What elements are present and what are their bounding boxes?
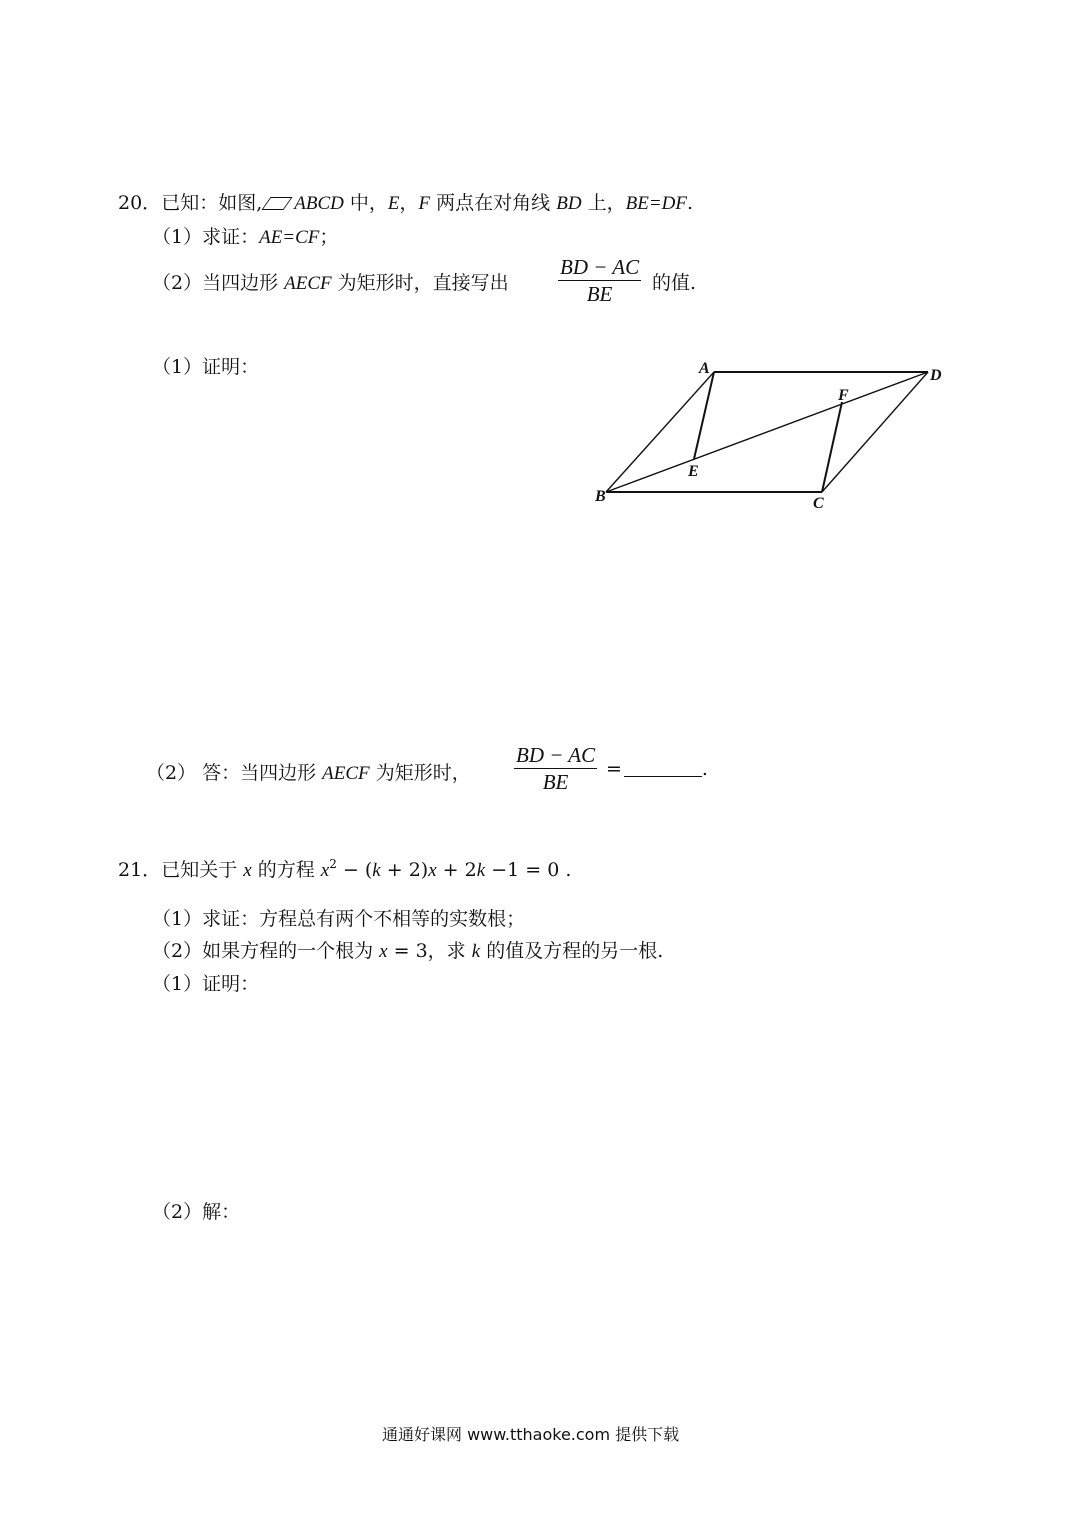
diagonal-BD bbox=[606, 372, 928, 492]
label-F: F bbox=[838, 387, 849, 404]
q20-fraction: BD − AC BE bbox=[560, 255, 640, 306]
segment-FC bbox=[822, 402, 842, 492]
parallelogram-figure bbox=[590, 358, 960, 518]
q21-proof-label: （1）证明： bbox=[152, 973, 260, 995]
q20-proof-label: （1）证明： bbox=[152, 356, 260, 378]
answer-blank[interactable] bbox=[624, 776, 702, 777]
q21-solve-label: （2）解： bbox=[152, 1201, 241, 1223]
q20-part2: （2）当四边形 AECF 为矩形时，直接写出 bbox=[152, 272, 509, 294]
q21-part2: （2）如果方程的一个根为 x = 3，求 k 的值及方程的另一根. bbox=[152, 940, 664, 962]
q20-part1: （1）求证：AE=CF； bbox=[152, 226, 339, 248]
segment-AE bbox=[694, 372, 714, 459]
label-E: E bbox=[688, 463, 699, 480]
q20-part2-end: 的值. bbox=[652, 272, 697, 294]
q21-number: 21． bbox=[118, 859, 162, 881]
q21-stem: 21．已知关于 x 的方程 $x^2 - (k + 2)x + 2k -1 = 0$ . bbox=[118, 857, 572, 881]
q20-number: 20． bbox=[118, 192, 162, 214]
parallelogram-icon bbox=[262, 197, 293, 210]
q21-part1: （1）求证：方程总有两个不相等的实数根； bbox=[152, 908, 526, 930]
label-A: A bbox=[699, 360, 710, 377]
page-footer: 通通好课网 www.tthaoke.com 提供下载 bbox=[382, 1425, 680, 1444]
q20-answer-fraction: BD − AC BE bbox=[516, 743, 596, 794]
label-D: D bbox=[930, 367, 942, 384]
q20-answer-blank[interactable]: = . bbox=[606, 758, 708, 780]
q20-answer: （2） 答：当四边形 AECF 为矩形时， bbox=[146, 762, 471, 784]
label-C: C bbox=[813, 495, 824, 512]
q20-stem: 20．已知：如图, ABCD 中，E，F 两点在对角线 BD 上，BE=DF. bbox=[118, 192, 694, 214]
label-B: B bbox=[595, 488, 606, 505]
